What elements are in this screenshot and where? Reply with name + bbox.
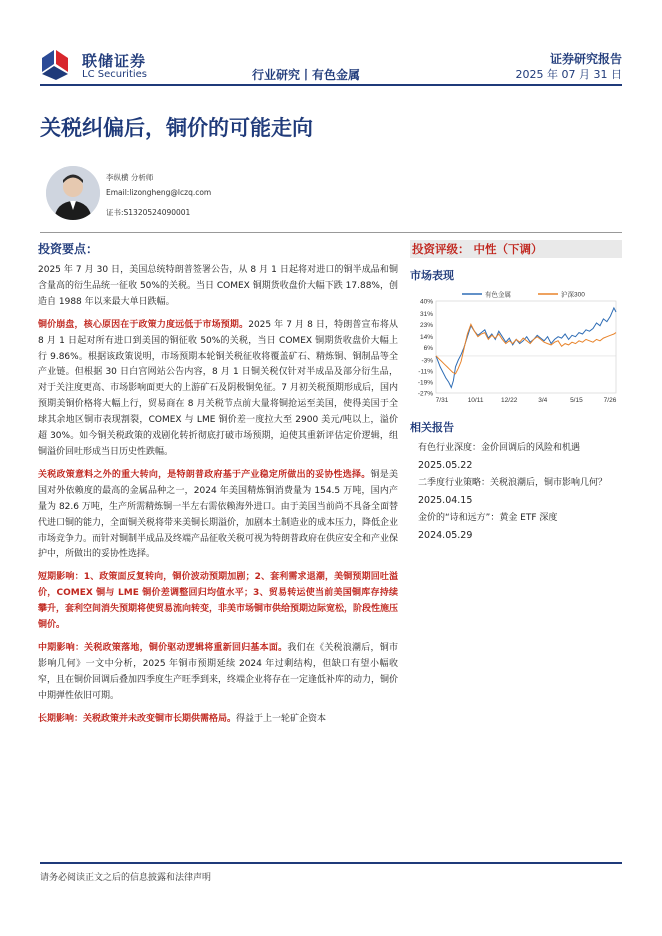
- paragraph-5-lead: 中期影响：关税政策落地，铜价驱动逻辑将重新回归基本面。: [38, 642, 288, 653]
- related-report-date: 2025.04.15: [418, 495, 473, 506]
- company-logo: [40, 48, 160, 84]
- legend-label: 沪深300: [561, 291, 585, 299]
- y-tick-label: 40%: [419, 298, 433, 306]
- related-report-date: 2025.05.22: [418, 460, 473, 471]
- x-tick-label: 7/26: [603, 397, 617, 404]
- market-performance-chart: [410, 289, 622, 407]
- paragraph-2: [38, 318, 398, 461]
- paragraph-6-body: 得益于上一轮矿企资本: [236, 713, 327, 724]
- paragraph-3-lead: 关税政策意料之外的重大转向，是特朗普政府基于产业稳定所做出的妥协性选择。: [38, 469, 371, 480]
- page-title: 关税纠偏后，铜价的可能走向: [40, 116, 313, 140]
- logo-text-cn: 联储证券: [82, 52, 147, 70]
- related-report-1[interactable]: [410, 441, 622, 471]
- author-name: 李纵横 分析师: [106, 173, 154, 182]
- paragraph-4-lead: 短期影响：1、政策面反复转向，铜价波动预期加剧；2、套利需求退潮，美铜预期回吐溢价，COMEX 铜与 LME 铜价差调整回归均值水平；3、贸易转运使当前美国铜库存持续攀升，套利空间消失预期将使贸易流向转变，非美市场铜市供给预期边际宽松，阶段性施压铜价。: [38, 572, 399, 631]
- report-type: 证券研究报告: [549, 52, 622, 66]
- paragraph-2-body: 2025 年 7 月 8 日，特朗普宣布将从 8 月 1 日起对所有进口到美国的铜征收 50%的关税，当日 COMEX 铜期货收盘价大幅上行 9.86%。根据该政策说明，市场预期本轮铜关税征收将覆盖矿石、精炼铜、铜制品等全产业链。但根据 30 日白宫网站公告内容，8 月 1 日铜关税仅针对半成品及部分衍生品，对于关注度更高、市场影响面更大的上游矿石及阴极铜免征。7 月初关税预期形成后，国内预期美铜价格将大幅上行，贸易商在 8 月关税节点前大量将铜抢运至美国，使得美国于全球其余地区铜市表现割裂，COMEX 与 LME 铜价差一度拉大至 2900 美元/吨以上，溢价超 30%。如今铜关税政策的戏剧化转折彻底打破市场预期，迫使其重新评估定价逻辑，组铜溢价回吐形成当日历史性跌幅。: [38, 319, 398, 457]
- y-tick-label: -27%: [417, 390, 433, 398]
- paragraph-2-lead: 铜价崩盘，核心原因在于政策力度远低于市场预期。: [38, 319, 249, 330]
- y-tick-label: 14%: [419, 334, 433, 342]
- related-report-date: 2024.05.29: [418, 530, 473, 541]
- paragraph-3-body: 铜是美国对外依赖度的最高的金属品种之一，2024 年美国精炼铜消费量为 154.5 万吨，国内产量为 82.6 万吨，生产所需精炼铜一半左右需依赖海外进口。由于美国当前尚不具备全面替代进口铜的能力，全面铜关税将带来美铜长期溢价，加剧本土制造业的成本压力，降低企业市场竞争力。而针对铜制半成品及终端产品征收关税可视为特朗普政府在供应安全和产业保护中，所做出的妥协性选择。: [38, 469, 399, 560]
- chart-plot-area: [436, 301, 616, 393]
- paragraph-6-lead: 长期影响：关税政策并未改变铜市长期供需格局。: [38, 713, 237, 724]
- related-reports-title: 相关报告: [410, 421, 454, 434]
- investment-rating: 投资评级： 中性（下调）: [410, 240, 622, 258]
- related-report-title[interactable]: 二季度行业策略：关税浪潮后，铜市影响几何？: [418, 478, 608, 488]
- footer-divider: [40, 862, 622, 864]
- y-tick-label: 31%: [419, 310, 433, 318]
- main-content: [38, 240, 398, 734]
- paragraph-5-body: 我们在《关税浪潮后，铜市影响几何》一文中分析，2025 年铜市预期延续 2024 年过剩结构，但缺口有望小幅收窄，且在铜价回调后叠加四季度生产旺季到来，终端企业将存在一定逢低补库的动力，铜价中期弹性依旧可期。: [38, 642, 399, 701]
- market-performance-title: 市场表现: [410, 269, 454, 282]
- y-tick-label: -11%: [418, 368, 433, 376]
- y-tick-label: 23%: [419, 321, 433, 329]
- related-report-2[interactable]: [410, 476, 622, 506]
- report-date: 2025 年 07 月 31 日: [515, 68, 622, 81]
- series-line-copper: [436, 308, 616, 388]
- paragraph-4: [38, 570, 398, 634]
- y-tick-label: -19%: [417, 379, 433, 387]
- x-tick-label: 12/22: [501, 397, 518, 404]
- author-email[interactable]: Email:lizongheng@lczq.com: [106, 188, 212, 197]
- paragraph-1: 2025 年 7 月 30 日，美国总统特朗普签署公告，从 8 月 1 日起将对进口的铜半成品和铜含量高的衍生品统一征收 50%的关税。当日 COMEX 铜期货收盘价大幅下跌 17.88%，创造自 1988 年以来最大单日跌幅。: [38, 265, 398, 307]
- x-tick-label: 7/31: [435, 397, 449, 404]
- related-report-3[interactable]: [410, 511, 622, 541]
- lc-logo-icon: [40, 48, 70, 80]
- y-tick-label: 6%: [423, 345, 433, 353]
- paragraph-3: [38, 468, 398, 563]
- logo-text-en: LC Securities: [82, 69, 148, 80]
- section-title: 投资要点：: [38, 242, 99, 256]
- footer-disclaimer: 请务必阅读正文之后的信息披露和法律声明: [40, 873, 212, 883]
- industry-category: 行业研究丨有色金属: [252, 68, 361, 82]
- x-tick-label: 5/15: [570, 397, 583, 404]
- x-tick-label: 10/11: [467, 397, 484, 404]
- paragraph-5: [38, 641, 398, 705]
- x-tick-label: 3/4: [538, 397, 548, 404]
- header-divider: [40, 84, 622, 86]
- paragraph-6: [38, 712, 398, 728]
- author-avatar: [46, 166, 100, 220]
- author-certificate: 证书:S1320524090001: [106, 208, 191, 217]
- related-report-title[interactable]: 有色行业深度：金价回调后的风险和机遇: [418, 443, 581, 453]
- y-tick-label: -3%: [421, 357, 433, 365]
- author-divider: [40, 232, 622, 233]
- related-report-title[interactable]: 金价的“诗和远方”：黄金 ETF 深度: [418, 513, 558, 523]
- sidebar: [410, 240, 622, 541]
- person-icon: [46, 166, 100, 220]
- legend-label: 有色金属: [485, 291, 511, 299]
